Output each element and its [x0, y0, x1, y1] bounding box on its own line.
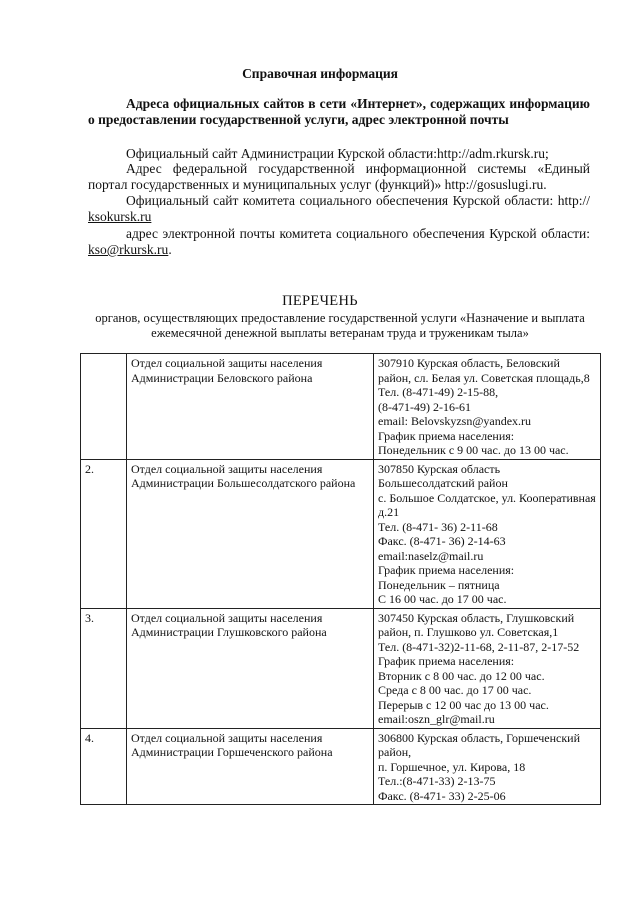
paragraph-kso-email-end: . [168, 242, 172, 257]
agency-name: Отдел социальной защиты населения Администрации Большесолдатского района [127, 459, 374, 608]
contact-line: График приема населения: [378, 428, 515, 443]
section-heading [88, 96, 590, 128]
contact-line: Тел. (8-471-49) 2-15-88, [378, 385, 499, 399]
contact-line: 307850 Курская область [378, 461, 501, 476]
agency-name: Отдел социальной защиты населения Администрации Глушковского района [127, 608, 374, 728]
contact-line: (8-471-49) 2-16-61 [378, 399, 471, 414]
contact-line: 307450 Курская область, Глушковский район, п. Глушково ул. Советская,1 [378, 610, 578, 639]
kso-email-link[interactable]: kso@rkursk.ru [88, 242, 169, 257]
paragraph-kso-email-text: адрес электронной почты комитета социального обеспечения Курской области: [126, 226, 590, 241]
contact-line: 307910 Курская область, Беловский район, сл. Белая ул. Советская площадь,8 [378, 356, 590, 385]
paragraph-gosuslugi-text: Адрес федеральной государственной информационной системы «Единый портал государственных и муниципальных услуг (функций)» http://gosuslugi.ru. [88, 161, 590, 192]
paragraph-adm-site [88, 146, 590, 162]
agency-contacts [374, 728, 601, 805]
kso-site-link[interactable]: ksokursk.ru [88, 209, 152, 224]
row-number [81, 354, 127, 460]
contact-line: Тел. (8-471- 36) 2-11-68 [378, 519, 498, 534]
agency-contacts [374, 354, 601, 460]
paragraph-adm-site-text: Официальный сайт Администрации Курской области:http://adm.rkursk.ru; [126, 146, 549, 161]
contact-line: График приема населения: [378, 563, 515, 577]
contact-line: Большесолдатский район [378, 476, 508, 490]
contact-line: Понедельник с 9 00 час. до 13 00 час. [378, 443, 569, 457]
contact-line: Факс. (8-471- 33) 2-25-06 [378, 788, 506, 803]
contact-line: Тел.:(8-471-33) 2-13-75 [378, 774, 496, 788]
contact-line: Факс. (8-471- 36) 2-14-63 [378, 534, 506, 548]
paragraph-kso-site-text: Официальный сайт комитета социального обеспечения Курской области: http:// [126, 193, 590, 208]
paragraph-kso-site [88, 193, 590, 225]
agency-contacts [374, 608, 601, 728]
table-row [81, 459, 601, 608]
row-number: 3. [81, 608, 127, 728]
contact-line: Понедельник – пятница [378, 577, 500, 592]
table-row [81, 728, 601, 805]
paragraph-kso-email [88, 226, 590, 258]
contact-line: 306800 Курская область, Горшеченский район, [378, 730, 584, 759]
table-row [81, 354, 601, 460]
contact-line: График приема населения: [378, 654, 515, 668]
contact-line: email:naselz@mail.ru [378, 548, 484, 563]
agency-contacts [374, 459, 601, 608]
table-row [81, 608, 601, 728]
list-title: ПЕРЕЧЕНЬ [282, 293, 358, 309]
agency-name: Отдел социальной защиты населения Администрации Беловского района [127, 354, 374, 460]
contact-line: с. Большое Солдатское, ул. Кооперативная д.21 [378, 490, 599, 519]
contact-line: email: Belovskyzsn@yandex.ru [378, 414, 532, 428]
agencies-table-body [81, 354, 601, 805]
list-subtitle: органов, осуществляющих предоставление государственной услуги «Назначение и выплата ежемесячной денежной выплаты ветеранам труда и труженикам тыла» [95, 311, 585, 340]
section-heading-text: Адреса официальных сайтов в сети «Интернет», содержащих информацию о предоставлении государственной услуги, адрес электронной почты [88, 96, 590, 127]
contact-line: п. Горшечное, ул. Кирова, 18 [378, 759, 526, 774]
paragraph-gosuslugi [88, 161, 590, 193]
contact-line: Тел. (8-471-32)2-11-68, 2-11-87, 2-17-52 [378, 639, 580, 654]
agency-name: Отдел социальной защиты населения Администрации Горшеченского района [127, 728, 374, 805]
contact-line: Вторник с 8 00 час. до 12 00 час. [378, 668, 545, 683]
contact-line: С 16 00 час. до 17 00 час. [378, 592, 507, 606]
contact-line: Перерыв с 12 00 час до 13 00 час. [378, 697, 549, 712]
agencies-table [80, 353, 601, 805]
contact-line: email:oszn_glr@mail.ru [378, 712, 495, 726]
row-number: 2. [81, 459, 127, 608]
page-title: Справочная информация [242, 66, 398, 81]
row-number: 4. [81, 728, 127, 805]
contact-line: Среда с 8 00 час. до 17 00 час. [378, 683, 532, 697]
